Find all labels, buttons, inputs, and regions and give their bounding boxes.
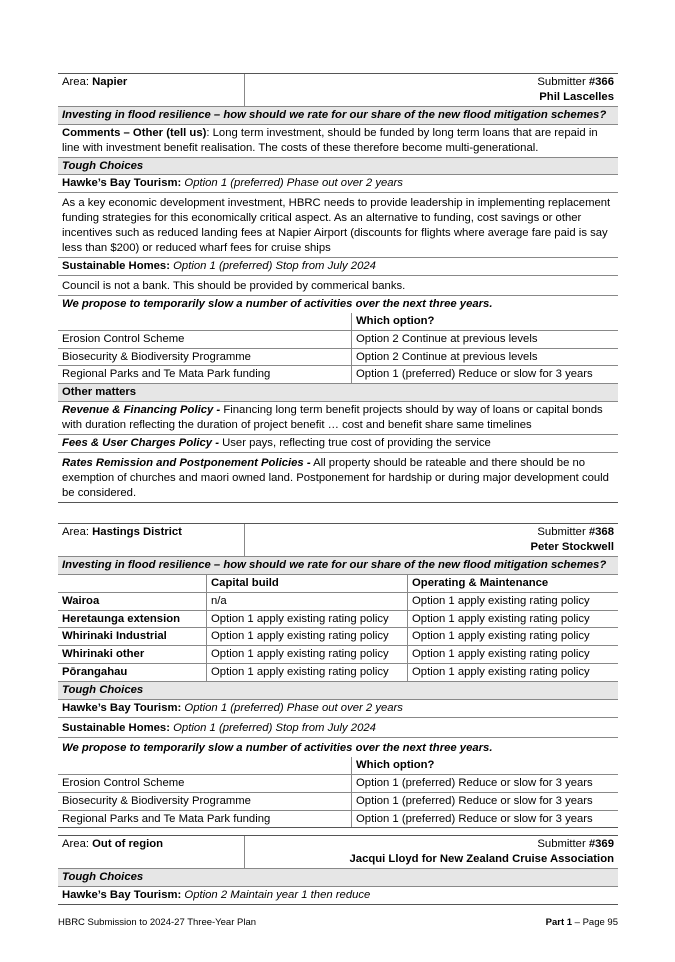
submitter-cell [245,524,618,556]
opex-header: Operating & Maintenance [408,575,619,592]
sh-block [58,718,618,738]
opex-option: Option 1 apply existing rating policy [408,592,619,610]
activity-header-blank [58,313,352,330]
table-row [58,810,618,828]
sh-label: Sustainable Homes: [62,721,170,734]
area-value: Out of region [92,838,164,850]
hbt-comment: As a key economic development investment, HBRC needs to provide leadership in implementing replacement funding strategies for this economically critical aspect. As an alternative to funding, cost savings or other incentives such as reduced landing fees at Napier Airport (discounts for flights where average fare paid is say less than $200) or reduced wharf fees for cruise ships [58,193,618,258]
hbt-block [58,887,618,905]
activity-option: Option 1 (preferred) Reduce or slow for 3 years [352,792,619,810]
fees-policy-block [58,435,618,453]
submission-header [58,523,618,557]
tough-choices-heading: Tough Choices [58,869,618,887]
sh-label: Sustainable Homes: [62,259,170,272]
opex-option: Option 1 apply existing rating policy [408,610,619,628]
submitter-name: Jacqui Lloyd for New Zealand Cruise Association [349,852,614,865]
activity-header-blank [58,757,352,774]
flood-heading: Investing in flood resilience – how should we rate for our share of the new flood mitigation schemes? [58,557,618,575]
table-row [58,628,618,646]
activity-option: Option 1 (preferred) Reduce or slow for 3 years [352,366,619,384]
hbt-block [58,175,618,193]
table-row [58,646,618,664]
capital-option: n/a [207,592,408,610]
other-matters-heading: Other matters [58,384,618,402]
area-cell [58,524,245,556]
rates-policy-block [58,453,618,503]
fees-label: Fees & User Charges Policy - [62,437,219,450]
activity-name: Biosecurity & Biodiversity Programme [58,348,352,366]
activities-table [58,738,618,829]
sh-comment: Council is not a bank. This should be provided by commerical banks. [58,276,618,296]
footer-page [546,917,618,930]
comments-label: Comments – Other (tell us) [62,126,207,139]
submitter-label: Submitter [537,76,589,88]
hbt-option: Option 1 (preferred) Phase out over 2 years [181,702,403,715]
scheme-name: Wairoa [58,592,207,610]
submission-header [58,73,618,107]
table-row [58,348,618,366]
activity-name: Regional Parks and Te Mata Park funding [58,810,352,828]
area-label: Area: [62,838,93,850]
which-option-header: Which option? [352,313,619,330]
activity-name: Erosion Control Scheme [58,330,352,348]
activity-option: Option 1 (preferred) Reduce or slow for 3 years [352,774,619,792]
submission-369 [58,835,618,905]
activity-option: Option 1 (preferred) Reduce or slow for 3 years [352,810,619,828]
area-cell [58,836,245,868]
submitter-cell [245,836,618,868]
submission-header [58,835,618,869]
area-value: Napier [92,76,128,88]
activity-option: Option 2 Continue at previous levels [352,330,619,348]
footer-page-number: – Page 95 [572,917,618,928]
rates-text: All property should be rateable and there should be no exemption of churches and maori owned land. Postponement for hardship or during major development could be considered. [62,456,609,499]
table-row [58,774,618,792]
submitter-label: Submitter [537,526,589,538]
scheme-header-blank [58,575,207,592]
flood-table [58,575,618,682]
hbt-label: Hawke’s Bay Tourism: [62,177,182,190]
hbt-block [58,700,618,718]
table-row [58,592,618,610]
capital-option: Option 1 apply existing rating policy [207,646,408,664]
opex-option: Option 1 apply existing rating policy [408,664,619,682]
which-option-header: Which option? [352,757,619,774]
fees-text: User pays, reflecting true cost of providing the service [218,437,491,450]
area-label: Area: [62,526,93,538]
slow-heading: We propose to temporarily slow a number of activities over the next three years. [62,297,493,310]
hbt-option: Option 1 (preferred) Phase out over 2 years [181,177,403,190]
activity-name: Biosecurity & Biodiversity Programme [58,792,352,810]
hbt-option: Option 2 Maintain year 1 then reduce [181,888,371,901]
opex-option: Option 1 apply existing rating policy [408,646,619,664]
activity-name: Regional Parks and Te Mata Park funding [58,366,352,384]
rf-label: Revenue & Financing Policy - [62,404,221,417]
scheme-name: Heretaunga extension [58,610,207,628]
opex-option: Option 1 apply existing rating policy [408,628,619,646]
capital-option: Option 1 apply existing rating policy [207,628,408,646]
submitter-name: Peter Stockwell [530,540,614,553]
revenue-policy-block [58,402,618,435]
submission-368 [58,523,618,828]
scheme-name: Whirinaki Industrial [58,628,207,646]
capital-option: Option 1 apply existing rating policy [207,664,408,682]
slow-heading: We propose to temporarily slow a number of activities over the next three years. [62,741,493,754]
sh-block [58,258,618,276]
comments-text: : Long term investment, should be funded by long term loans that are repaid in line with investment benefit realisation. The costs of these therefore become multi-generational. [62,126,598,154]
comments-block [58,125,618,158]
scheme-name: Pōrangahau [58,664,207,682]
area-cell [58,74,245,106]
activity-option: Option 2 Continue at previous levels [352,348,619,366]
tough-choices-heading: Tough Choices [58,682,618,700]
activities-table [58,296,618,385]
submitter-number: #366 [588,76,614,88]
hbt-label: Hawke’s Bay Tourism: [62,702,182,715]
scheme-name: Whirinaki other [58,646,207,664]
submitter-cell [245,74,618,106]
area-label: Area: [62,76,93,88]
tough-choices-heading: Tough Choices [58,158,618,176]
table-row [58,330,618,348]
sh-option: Option 1 (preferred) Stop from July 2024 [169,721,376,734]
activity-name: Erosion Control Scheme [58,774,352,792]
capital-option: Option 1 apply existing rating policy [207,610,408,628]
flood-heading: Investing in flood resilience – how should we rate for our share of the new flood mitigation schemes? [58,107,618,125]
table-row [58,610,618,628]
footer-title: HBRC Submission to 2024-27 Three-Year Plan [58,917,257,928]
rf-text: Financing long term benefit projects should by way of loans or capital bonds with duration reflecting the duration of project benefit … cost and benefit share same timelines [62,404,603,432]
submitter-label: Submitter [537,838,589,850]
rates-label: Rates Remission and Postponement Policies - [62,456,311,469]
hbt-label: Hawke’s Bay Tourism: [62,888,182,901]
page-footer [58,917,618,930]
sh-option: Option 1 (preferred) Stop from July 2024 [169,259,376,272]
footer-part: Part 1 [545,917,573,928]
submitter-name: Phil Lascelles [539,90,614,103]
capital-header: Capital build [207,575,408,592]
submitter-number: #368 [588,526,614,538]
table-row [58,664,618,682]
submitter-number: #369 [588,838,614,850]
table-row [58,366,618,384]
table-row [58,792,618,810]
area-value: Hastings District [92,526,182,538]
submission-366 [58,73,618,503]
